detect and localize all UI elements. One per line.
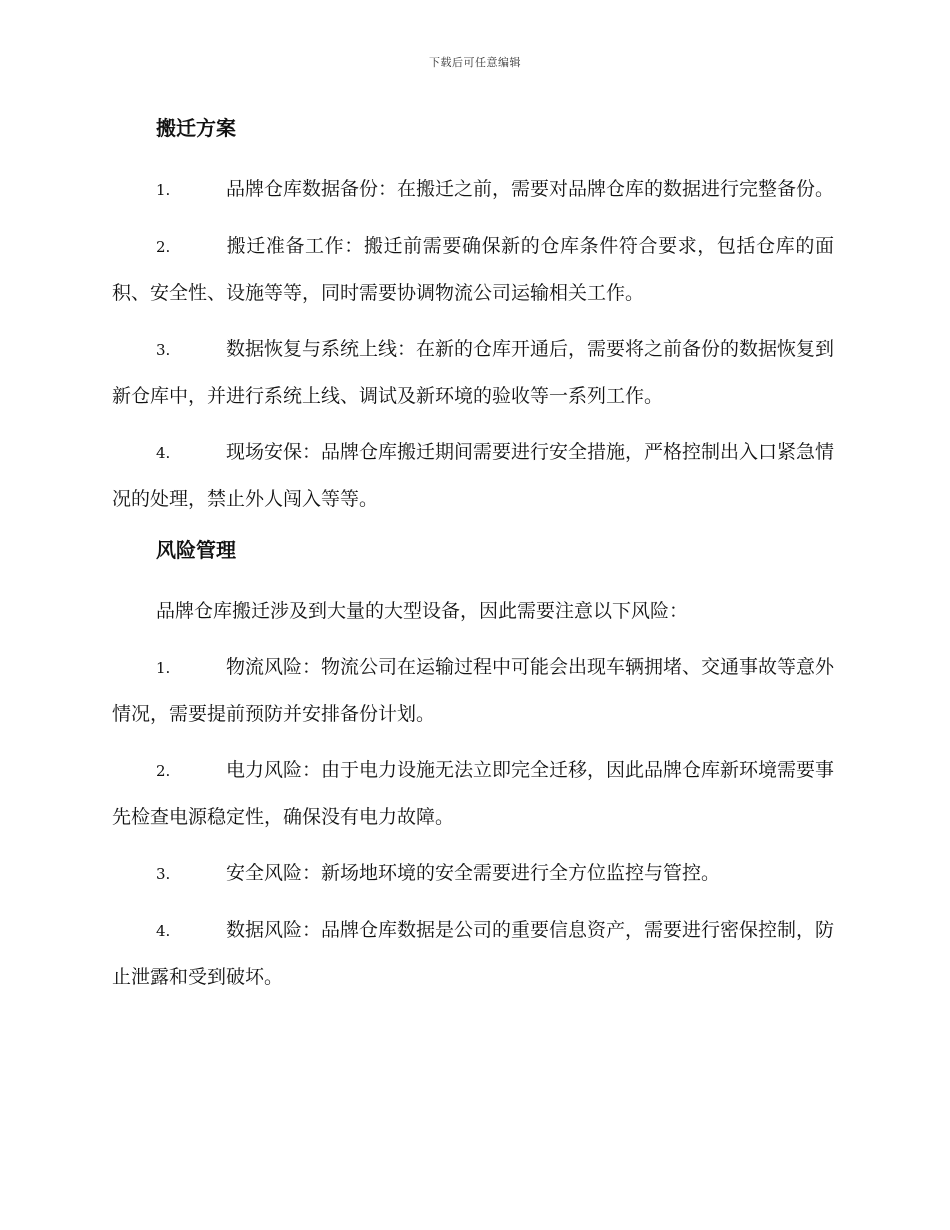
list-number: 3. xyxy=(156,865,171,883)
header-note: 下载后可任意编辑 xyxy=(429,56,521,69)
list-item xyxy=(112,644,834,737)
list-number: 4. xyxy=(156,922,171,940)
list-item-text: 搬迁准备工作：搬迁前需要确保新的仓库条件符合要求，包括仓库的面积、安全性、设施等等，同时需要协调物流公司运输相关工作。 xyxy=(112,235,834,304)
list-number: 2. xyxy=(156,238,171,256)
list-item xyxy=(112,429,834,522)
list-item-text: 现场安保：品牌仓库搬迁期间需要进行安全措施，严格控制出入口紧急情况的处理，禁止外人闯入等等。 xyxy=(112,441,835,510)
list-item-text: 物流风险：物流公司在运输过程中可能会出现车辆拥堵、交通事故等意外情况，需要提前预防并安排备份计划。 xyxy=(112,656,835,725)
section-title-relocation-plan: 搬迁方案 xyxy=(156,116,236,140)
list-item xyxy=(112,850,834,897)
list-number: 1. xyxy=(156,181,171,199)
list-item xyxy=(112,223,834,316)
list-item-text: 品牌仓库数据备份：在搬迁之前，需要对品牌仓库的数据进行完整备份。 xyxy=(226,178,835,200)
list-item-text: 数据风险：品牌仓库数据是公司的重要信息资产，需要进行密保控制，防止泄露和受到破坏。 xyxy=(112,919,835,988)
list-number: 3. xyxy=(156,341,171,359)
list-item xyxy=(112,326,834,419)
list-item xyxy=(112,747,834,840)
list-number: 4. xyxy=(156,444,171,462)
document-content xyxy=(112,110,834,1010)
section-intro: 品牌仓库搬迁涉及到大量的大型设备，因此需要注意以下风险： xyxy=(156,600,689,622)
list-item-text: 安全风险：新场地环境的安全需要进行全方位监控与管控。 xyxy=(226,862,721,884)
list-number: 1. xyxy=(156,659,171,677)
list-item-text: 数据恢复与系统上线：在新的仓库开通后，需要将之前备份的数据恢复到新仓库中，并进行系统上线、调试及新环境的验收等一系列工作。 xyxy=(112,338,835,407)
list-item-text: 电力风险：由于电力设施无法立即完全迁移，因此品牌仓库新环境需要事先检查电源稳定性，确保没有电力故障。 xyxy=(112,759,835,828)
list-number: 2. xyxy=(156,762,171,780)
list-item xyxy=(112,166,834,213)
list-item xyxy=(112,907,834,1000)
section-title-risk-management: 风险管理 xyxy=(156,538,236,562)
